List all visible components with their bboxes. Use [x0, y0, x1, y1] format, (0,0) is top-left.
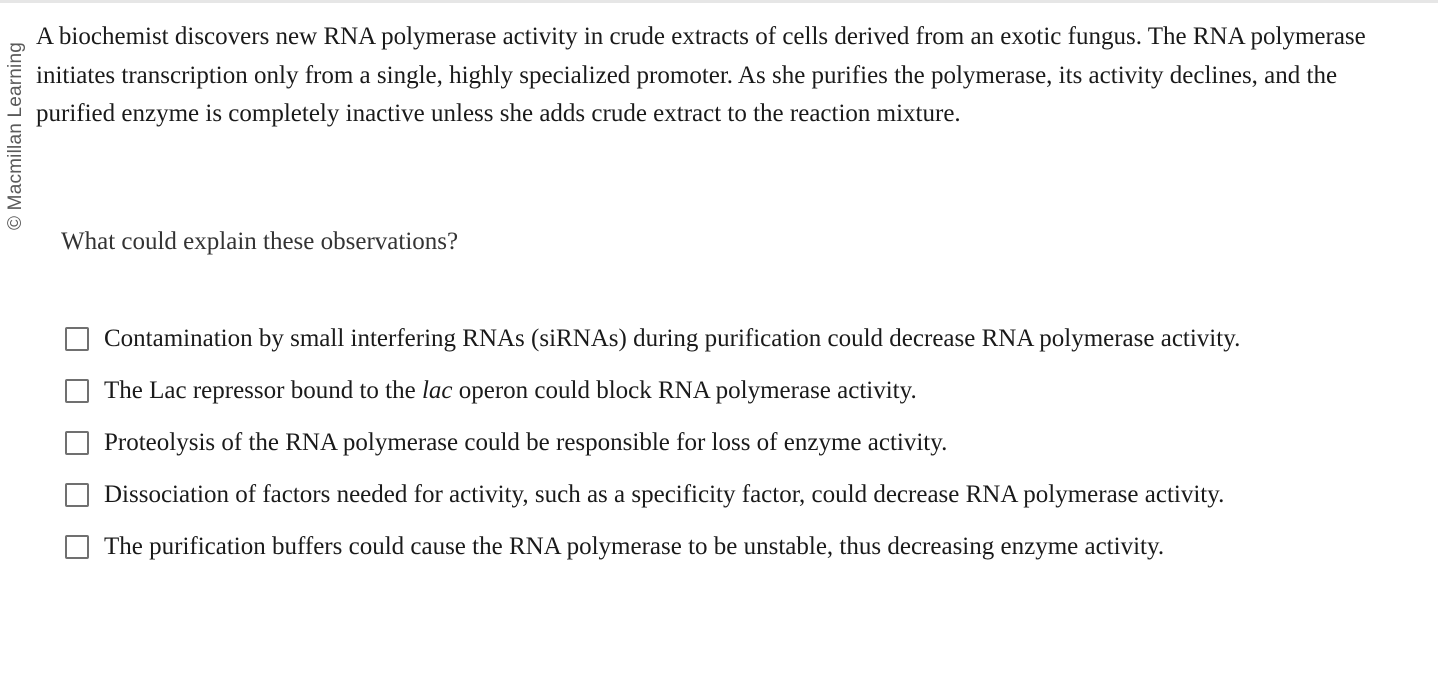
option-label[interactable]: Proteolysis of the RNA polymerase could be responsible for loss of enzyme activity. [104, 429, 948, 456]
option-label[interactable]: Contamination by small interfering RNAs (siRNAs) during purification could decrease RNA polymerase activity. [104, 325, 1241, 352]
checkbox-option-1[interactable] [65, 327, 89, 351]
answer-option[interactable] [65, 521, 1240, 573]
option-label[interactable]: The purification buffers could cause the RNA polymerase to be unstable, thus decreasing enzyme activity. [104, 533, 1165, 560]
option-text-after: operon could block RNA polymerase activity. [452, 377, 917, 404]
option-text-italic: lac [421, 377, 453, 404]
answer-options [65, 313, 1240, 573]
option-text-before: The Lac repressor bound to the [104, 377, 422, 404]
answer-option[interactable] [65, 417, 1240, 469]
checkbox-option-3[interactable] [65, 431, 89, 455]
checkbox-option-5[interactable] [65, 535, 89, 559]
question-prompt: What could explain these observations? [61, 228, 459, 255]
top-divider [0, 0, 1438, 3]
option-label[interactable] [104, 375, 917, 407]
option-label[interactable]: Dissociation of factors needed for activity, such as a specificity factor, could decrease RNA polymerase activity. [104, 481, 1225, 508]
copyright-watermark: © Macmillan Learning [5, 41, 26, 231]
question-stem: A biochemist discovers new RNA polymerase activity in crude extracts of cells derived from an exotic fungus. The RNA polymerase initiates transcription only from a single, highly specialized promoter. As she purifies the polymerase, its activity declines, and the purified enzyme is completely inactive unless she adds crude extract to the reaction mixture. [36, 23, 1366, 127]
checkbox-option-2[interactable] [65, 379, 89, 403]
answer-option[interactable] [65, 365, 1240, 417]
answer-option[interactable] [65, 469, 1240, 521]
checkbox-option-4[interactable] [65, 483, 89, 507]
answer-option[interactable] [65, 313, 1240, 365]
